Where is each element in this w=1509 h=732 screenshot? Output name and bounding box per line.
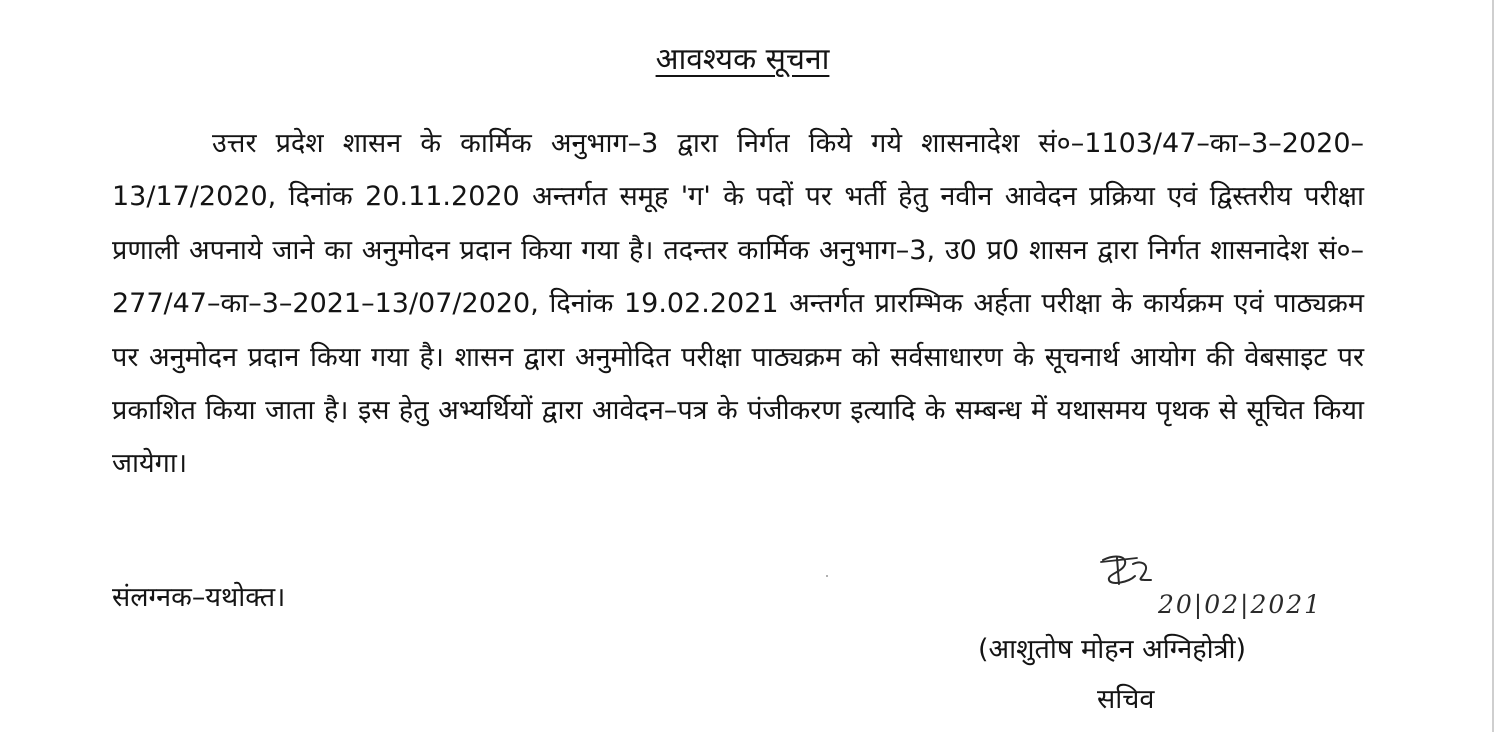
enclosure-note: संलग्नक–यथोक्त। (112, 582, 286, 613)
signatory-name: (आशुतोष मोहन अग्निहोत्री) (978, 634, 1247, 665)
notice-title (0, 38, 1485, 82)
signatory-designation: सचिव (1097, 684, 1155, 715)
scan-edge-line (1492, 0, 1494, 732)
scan-speck (826, 575, 828, 577)
notice-title-text: आवश्यक सूचना (655, 42, 830, 77)
signature-date: 20|02|2021 (1158, 590, 1323, 619)
notice-body: उत्तर प्रदेश शासन के कार्मिक अनुभाग–3 द्वारा निर्गत किये गये शासनादेश सं०–1103/47–का–3–2020–13/17/2020, दिनांक 20.11.2020 अन्तर्गत समूह 'ग' के पदों पर भर्ती हेतु नवीन आवेदन प्रक्रिया एवं द्विस्तरीय परीक्षा प्रणाली अपनाये जाने का अनुमोदन प्रदान किया गया है। तदन्तर कार्मिक अनुभाग–3, उ0 प्र0 शासन द्वारा निर्गत शासनादेश सं०–277/47–का–3–2021–13/07/2020, दिनांक 19.02.2021 अन्तर्गत प्रारम्भिक अर्हता परीक्षा के कार्यक्रम एवं पाठ्यक्रम पर अनुमोदन प्रदान किया गया है। शासन द्वारा अनुमोदित परीक्षा पाठ्यक्रम को सर्वसाधारण के सूचनार्थ आयोग की वेबसाइट पर प्रकाशित किया जाता है। इस हेतु अभ्यर्थियों द्वारा आवेदन–पत्र के पंजीकरण इत्यादि के सम्बन्ध में यथासमय पृथक से सूचित किया जायेगा। (112, 128, 1364, 480)
